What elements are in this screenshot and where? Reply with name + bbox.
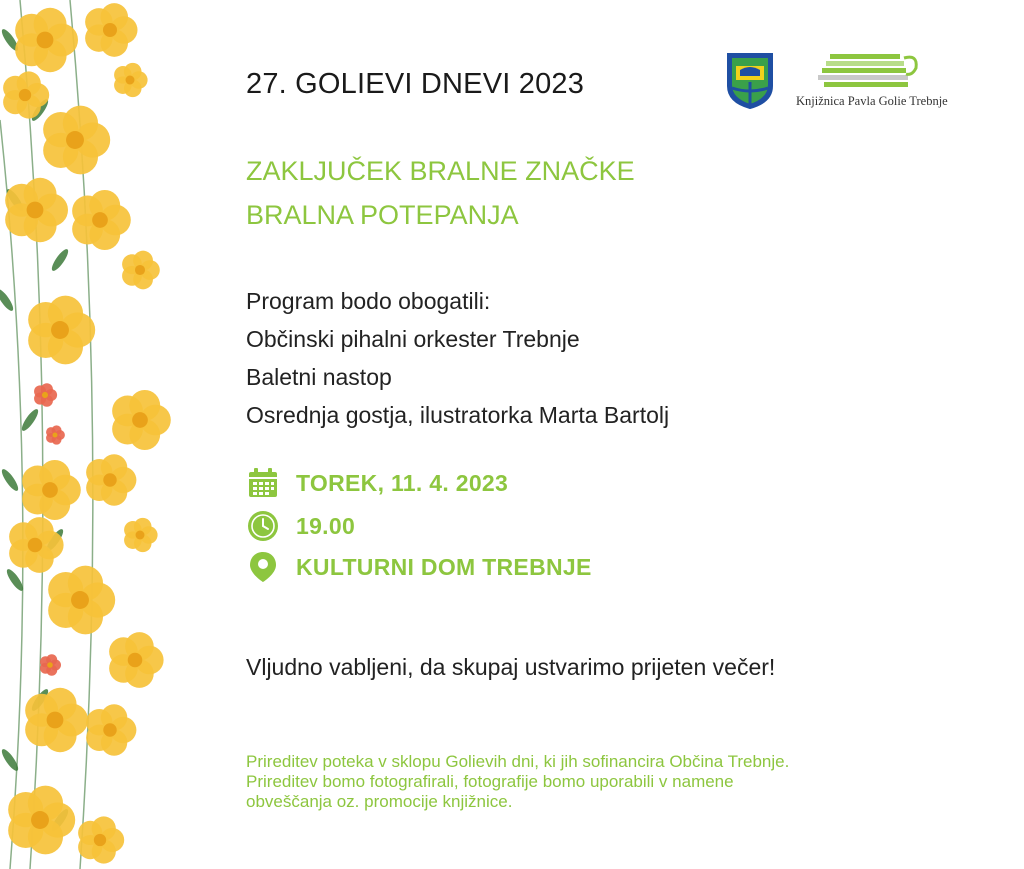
- location-pin-icon: [246, 550, 280, 584]
- calendar-icon: [246, 466, 280, 500]
- event-subtitle-1: ZAKLJUČEK BRALNE ZNAČKE: [246, 156, 635, 186]
- library-logo: [796, 50, 956, 112]
- program-item: Osrednja gostja, ilustratorka Marta Bartolj: [246, 402, 670, 428]
- program-intro: Program bodo obogatili:: [246, 288, 491, 314]
- program-list: [246, 282, 669, 434]
- event-time: 19.00: [296, 512, 356, 539]
- event-place-row: [246, 550, 592, 584]
- program-item: Baletni nastop: [246, 364, 392, 390]
- event-date-row: [246, 466, 508, 500]
- books-icon: [796, 50, 956, 94]
- event-date: TOREK, 11. 4. 2023: [296, 469, 509, 496]
- event-subtitle-2: BRALNA POTEPANJA: [246, 200, 519, 230]
- event-time-row: [246, 509, 355, 543]
- clock-icon: [246, 509, 280, 543]
- flower-border: [0, 0, 180, 869]
- footer-note-line: obveščanja oz. promocije knjižnice.: [246, 792, 513, 811]
- municipality-crest-logo: [726, 52, 774, 110]
- footer-note: [246, 752, 926, 812]
- page-title: 27. GOLIEVI DNEVI 2023: [246, 68, 585, 100]
- invitation-text: Vljudno vabljeni, da skupaj ustvarimo prijeten večer!: [246, 654, 776, 680]
- footer-note-line: Prireditev bomo fotografirali, fotografije bomo uporabili v namene: [246, 772, 734, 791]
- library-name: Knjižnica Pavla Golie Trebnje: [796, 94, 948, 108]
- footer-note-line: Prireditev poteka v sklopu Golievih dni, ki jih sofinancira Občina Trebnje.: [246, 752, 790, 771]
- event-place: KULTURNI DOM TREBNJE: [296, 553, 592, 580]
- program-item: Občinski pihalni orkester Trebnje: [246, 326, 580, 352]
